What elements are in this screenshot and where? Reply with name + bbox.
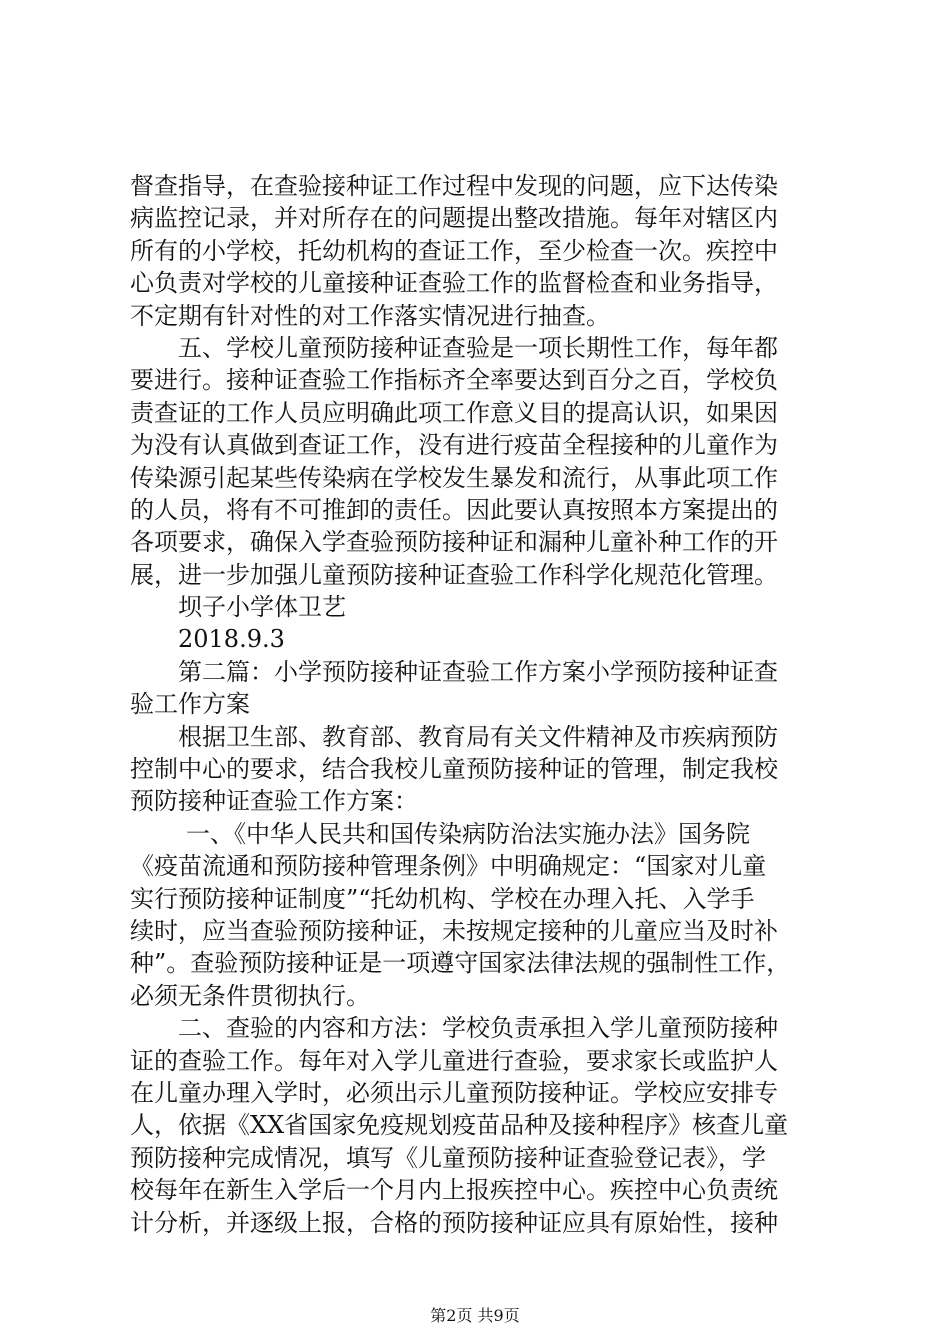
text-line: 病监控记录，并对所存在的问题提出整改措施。每年对辖区内 [130,204,778,233]
text-line: 各项要求，确保入学查验预防接种证和漏种儿童补种工作的开 [130,528,778,557]
text-line: 在儿童办理入学时，必须出示儿童预防接种证。学校应安排专 [130,1078,778,1107]
text-line: 《疫苗流通和预防接种管理条例》中明确规定：“国家对儿童 [130,852,767,881]
text-line: 种”。查验预防接种证是一项遵守国家法律法规的强制性工作， [130,949,791,978]
text-line: 计分析，并逐级上报，合格的预防接种证应具有原始性，接种 [130,1208,778,1237]
text-line: 所有的小学校，托幼机构的查证工作，至少检查一次。疾控中 [130,236,778,265]
paragraph-first-line: 根据卫生部、教育部、教育局有关文件精神及市疾病预防 [178,722,778,751]
text-line: 为没有认真做到查证工作，没有进行疫苗全程接种的儿童作为 [130,431,778,460]
paragraph-first-line: 二、查验的内容和方法：学校负责承担入学儿童预防接种 [178,1014,778,1043]
text-line: 控制中心的要求，结合我校儿童预防接种证的管理，制定我校 [130,755,778,784]
text-line: 责查证的工作人员应明确此项工作意义目的提高认识，如果因 [130,398,778,427]
document-body [130,170,830,1239]
text-line: 传染源引起某些传染病在学校发生暴发和流行，从事此项工作 [130,463,778,492]
text-line: 实行预防接种证制度”“托幼机构、学校在办理入托、入学手 [130,884,755,913]
signature-line: 坝子小学体卫艺 [178,593,346,622]
text-line: 续时，应当查验预防接种证，未按规定接种的儿童应当及时补 [130,916,778,945]
text-line: 的人员，将有不可推卸的责任。因此要认真按照本方案提出的 [130,495,778,524]
text-line: 校每年在新生入学后一个月内上报疾控中心。疾控中心负责统 [130,1176,778,1205]
text-line: 督查指导，在查验接种证工作过程中发现的问题，应下达传染 [130,172,778,200]
text-line: 预防接种完成情况，填写《儿童预防接种证查验登记表》，学 [130,1143,766,1172]
text-line: 人，依据《XX省国家免疫规划疫苗品种及接种程序》核查儿童 [130,1111,789,1140]
paragraph-first-line: 一、《中华人民共和国传染病防治法实施办法》国务院 [186,819,750,848]
page-number: 第2页 共9页 [430,1306,520,1325]
text-line: 必须无条件贯彻执行。 [130,981,370,1010]
text-line: 预防接种证查验工作方案： [130,787,418,816]
paragraph-first-line: 五、学校儿童预防接种证查验是一项长期性工作，每年都 [178,333,778,362]
text-line: 证的查验工作。每年对入学儿童进行查验，要求家长或监护人 [130,1046,778,1075]
text-line: 心负责对学校的儿童接种证查验工作的监督检查和业务指导， [130,269,778,298]
text-line: 展，进一步加强儿童预防接种证查验工作科学化规范化管理。 [130,560,778,589]
text-line: 不定期有针对性的对工作落实情况进行抽查。 [130,301,610,330]
section-heading: 第二篇：小学预防接种证查验工作方案小学预防接种证查 [178,657,778,686]
text-line: 验工作方案 [130,690,250,719]
text-line: 要进行。接种证查验工作指标齐全率要达到百分之百，学校负 [130,366,778,395]
date-line: 2018.9.3 [178,625,285,654]
